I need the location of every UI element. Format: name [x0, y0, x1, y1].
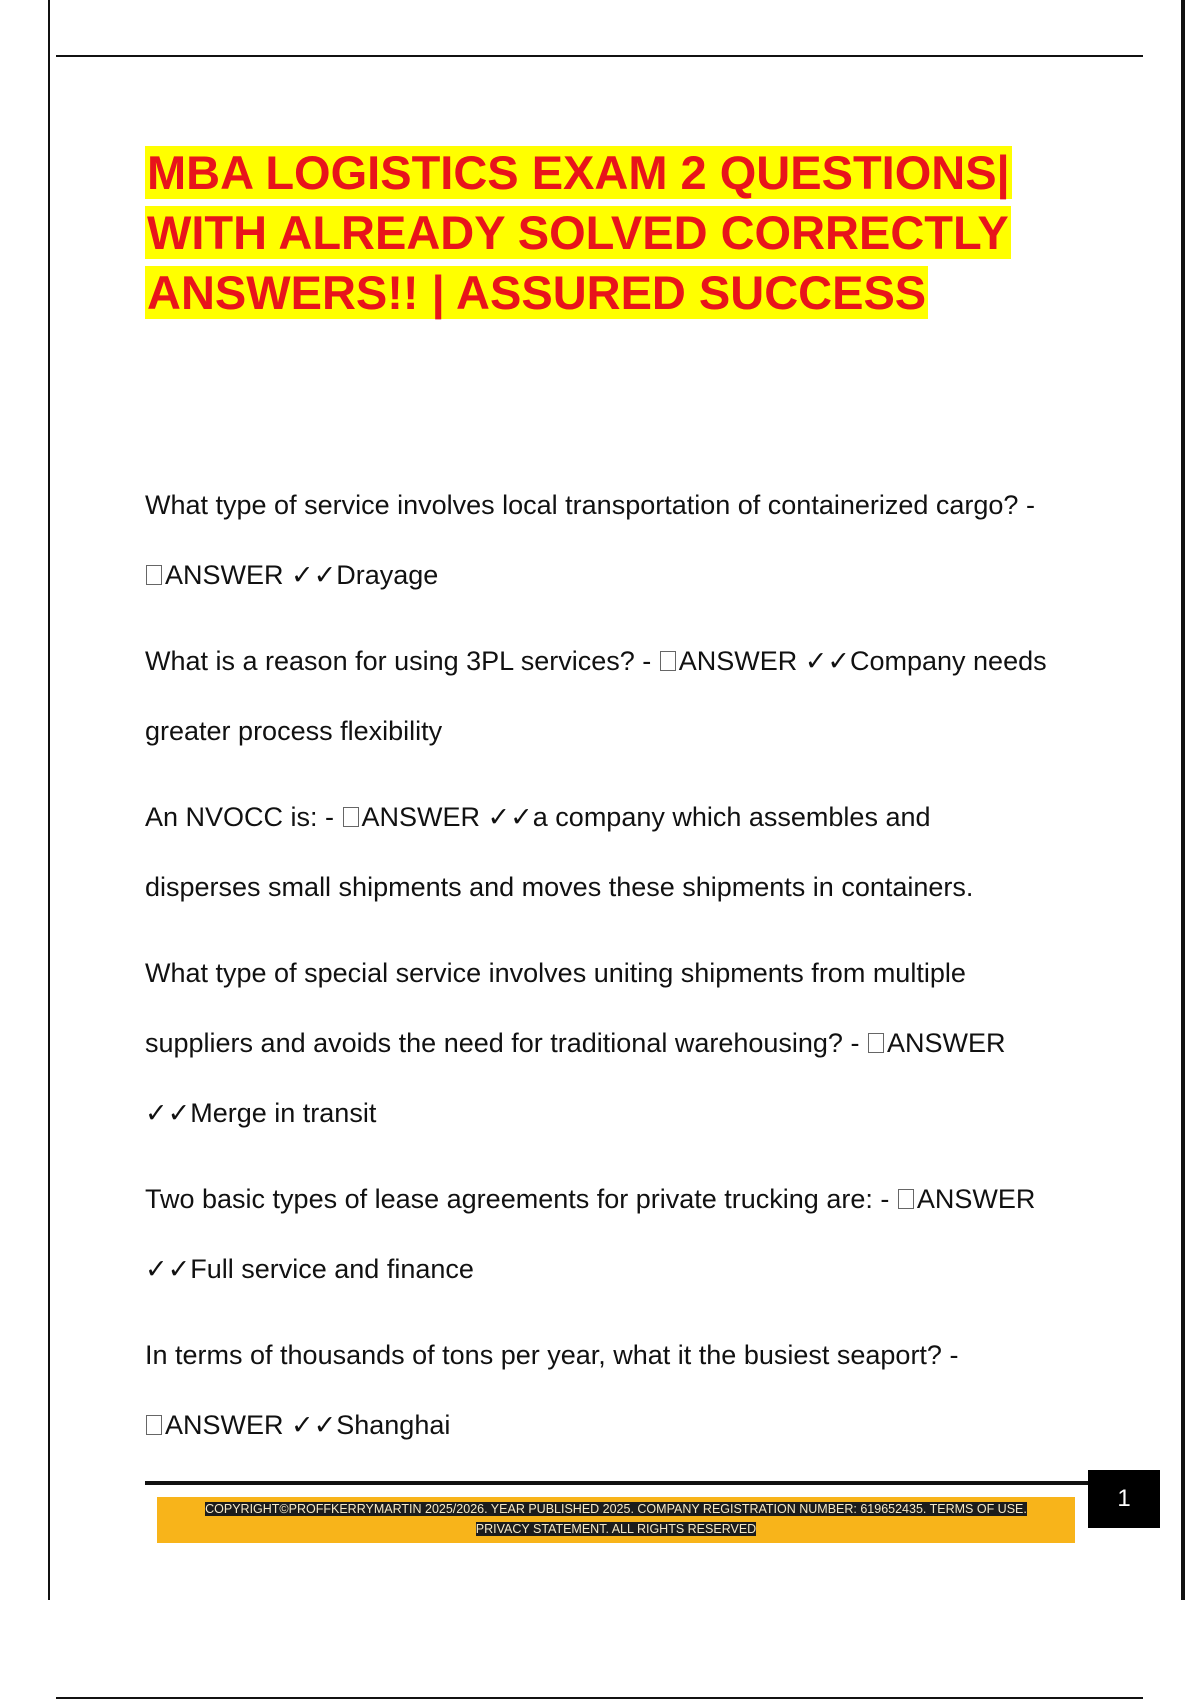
empty-box-icon: [343, 807, 359, 827]
qa-item: [145, 626, 1095, 766]
empty-box-icon: [660, 651, 676, 671]
footer-copyright-band: [157, 1497, 1075, 1543]
answer-text: ANSWER ✓✓a company which assembles and: [361, 802, 931, 832]
question-text: What type of service involves local transportation of containerized cargo? -: [145, 490, 1035, 520]
page-border-right: [1181, 0, 1185, 1600]
question-text: Two basic types of lease agreements for private trucking are: -: [145, 1184, 897, 1214]
qa-item: [145, 1164, 1095, 1304]
answer-text-continued: disperses small shipments and moves these shipments in containers.: [145, 872, 974, 902]
answer-text: ANSWER ✓✓Shanghai: [165, 1410, 451, 1440]
title-line-1: MBA LOGISTICS EXAM 2 QUESTIONS|: [147, 146, 1010, 199]
answer-text: ✓✓Full service and finance: [145, 1254, 474, 1284]
qa-item: [145, 1320, 1095, 1460]
qa-item: [145, 938, 1095, 1148]
answer-label: ANSWER: [916, 1184, 1036, 1214]
empty-box-icon: [898, 1189, 914, 1209]
question-text: What type of special service involves uniting shipments from multiple: [145, 958, 966, 988]
qa-list: [145, 470, 1095, 1460]
answer-text: ✓✓Merge in transit: [145, 1098, 377, 1128]
copyright-line-1: COPYRIGHT©PROFFKERRYMARTIN 2025/2026. YEAR PUBLISHED 2025. COMPANY REGISTRATION NUMBER: 619652435. TERMS OF USE.: [205, 1502, 1027, 1516]
answer-label: ANSWER: [886, 1028, 1006, 1058]
question-text: What is a reason for using 3PL services? -: [145, 646, 659, 676]
answer-text: ANSWER ✓✓Drayage: [165, 560, 439, 590]
answer-text-continued: greater process flexibility: [145, 716, 443, 746]
bottom-divider: [56, 1697, 1143, 1699]
qa-item: [145, 470, 1095, 610]
question-text: An NVOCC is: -: [145, 802, 342, 832]
title-line-2: WITH ALREADY SOLVED CORRECTLY: [147, 206, 1009, 259]
document-title: [145, 143, 1085, 323]
qa-item: [145, 782, 1095, 922]
answer-text: ANSWER ✓✓Company needs: [678, 646, 1047, 676]
page-number: 1: [1088, 1470, 1160, 1528]
empty-box-icon: [868, 1033, 884, 1053]
question-text: In terms of thousands of tons per year, what it the busiest seaport? -: [145, 1340, 959, 1370]
page-border-left: [48, 0, 50, 1600]
empty-box-icon: [146, 565, 162, 585]
empty-box-icon: [146, 1415, 162, 1435]
title-line-3: ANSWERS!! | ASSURED SUCCESS: [147, 266, 927, 319]
question-text-continued: suppliers and avoids the need for traditional warehousing? -: [145, 1028, 867, 1058]
copyright-line-2: PRIVACY STATEMENT. ALL RIGHTS RESERVED: [475, 1522, 757, 1536]
top-divider: [56, 55, 1143, 57]
footer-divider: [145, 1481, 1090, 1485]
